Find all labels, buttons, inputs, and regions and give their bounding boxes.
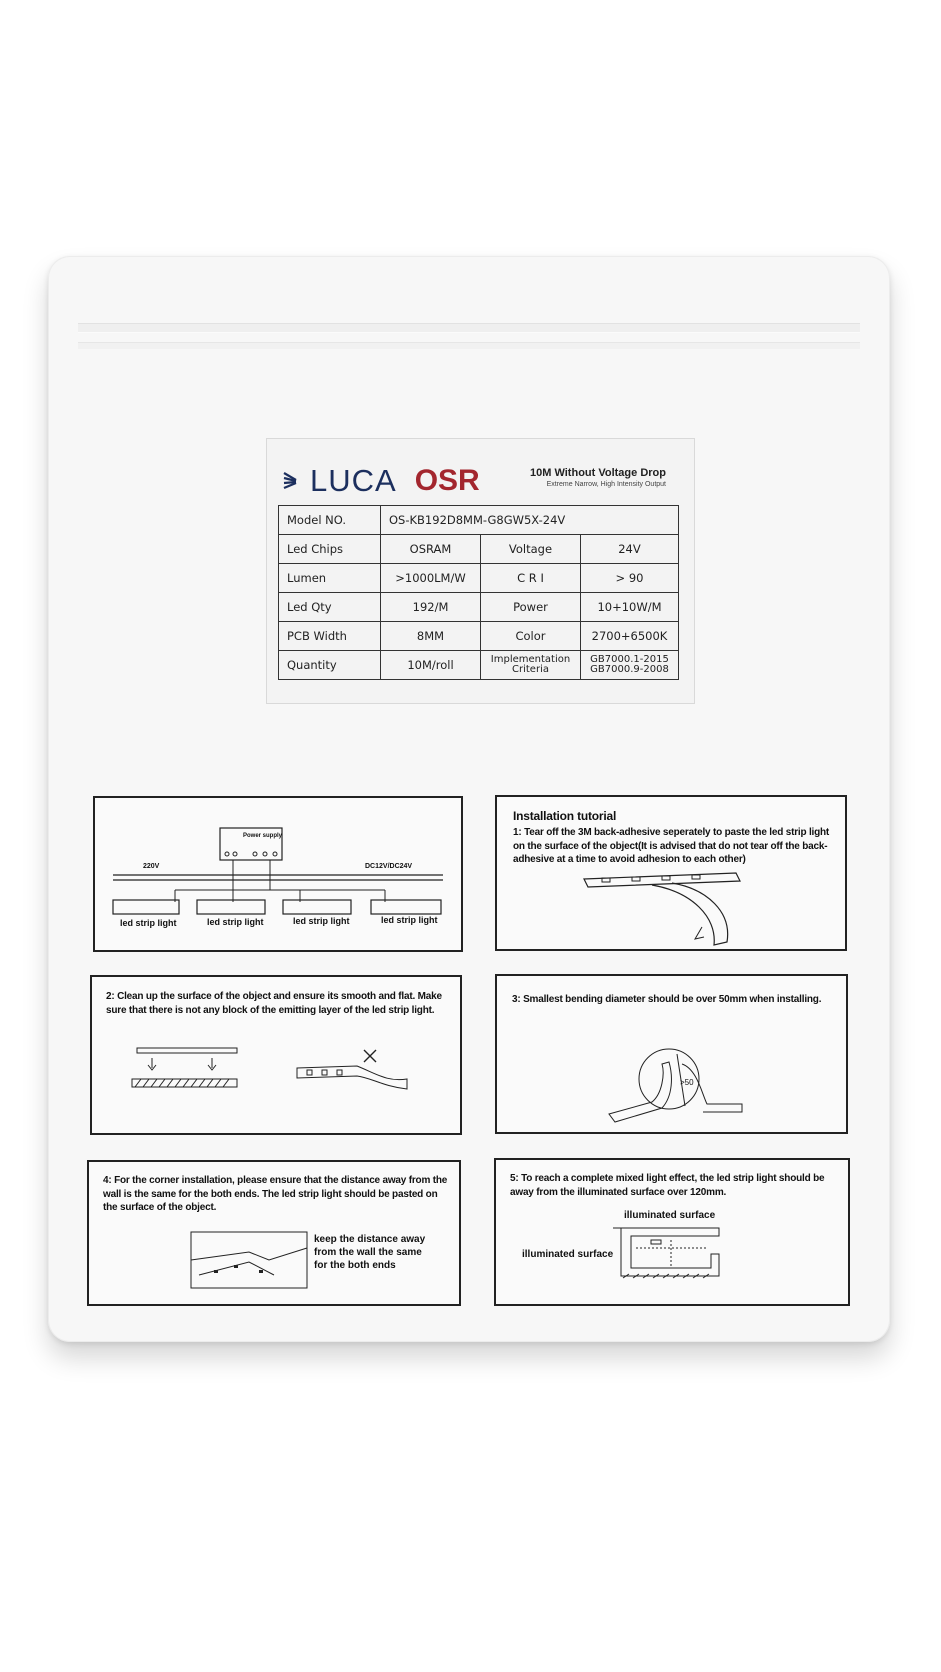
corner-installation-diagram (189, 1230, 309, 1290)
illuminated-surface-left-label: illuminated surface (522, 1249, 614, 1260)
spec-value: OSRAM (381, 535, 481, 564)
strip-label: led strip light (381, 915, 438, 925)
spec-value: >1000LM/W (381, 564, 481, 593)
product-label (266, 438, 695, 704)
spec-key: Power (481, 593, 581, 622)
spec-value: 192/M (381, 593, 481, 622)
spec-value: OS-KB192D8MM-G8GW5X-24V (381, 506, 679, 535)
corner-note-1: keep the distance away (314, 1234, 426, 1245)
tutorial-step1-panel (495, 795, 847, 951)
standard-1: GB7000.1-2015 (590, 653, 669, 665)
tutorial-step3-panel (495, 974, 848, 1134)
spec-key: C R I (481, 564, 581, 593)
power-supply-label: Power supply (243, 833, 283, 839)
criteria-line-1: Implementation (490, 653, 571, 665)
spec-key: Led Qty (279, 593, 381, 622)
spec-value: 10+10W/M (581, 593, 679, 622)
spec-value: > 90 (581, 564, 679, 593)
table-row (279, 593, 679, 622)
spec-key: Led Chips (279, 535, 381, 564)
headline-main: 10M Without Voltage Drop (530, 467, 666, 479)
spec-key: Lumen (279, 564, 381, 593)
strip-label: led strip light (207, 917, 264, 927)
tutorial-title: Installation tutorial (513, 809, 617, 823)
spec-key: Color (481, 622, 581, 651)
adhesive-peel-diagram (582, 867, 782, 947)
spec-value-criteria (581, 651, 679, 680)
spec-value: 24V (581, 535, 679, 564)
step5-text: 5: To reach a complete mixed light effect, the led strip light should be away from the illuminated surface over 120mm. (510, 1173, 825, 1198)
bend-dimension-label: >50 (680, 1078, 694, 1087)
table-row (279, 535, 679, 564)
strip-label: led strip light (293, 916, 350, 926)
spec-key: PCB Width (279, 622, 381, 651)
output-voltage-label: DC12V/DC24V (365, 863, 413, 870)
table-row (279, 622, 679, 651)
table-row (279, 506, 679, 535)
tutorial-step2-panel (90, 975, 462, 1135)
corner-note-2: from the wall the same (314, 1247, 422, 1258)
step1-text: 1: Tear off the 3M back-adhesive seperately to paste the led strip light on the surface of the object(It is advised that do not tear off the back-adhesive at a time to avoid adhesion to each other) (513, 827, 830, 865)
brand-logo (282, 465, 480, 496)
wiring-diagram-panel (93, 796, 463, 952)
spec-key-criteria (481, 651, 581, 680)
surface-cleaning-diagram (117, 1044, 447, 1114)
luca-logo-icon (282, 469, 306, 493)
zip-seal-lower (78, 342, 860, 349)
spec-key: Model NO. (279, 506, 381, 535)
spec-value: 8MM (381, 622, 481, 651)
zip-seal (78, 323, 860, 333)
spec-value: 2700+6500K (581, 622, 679, 651)
step2-text: 2: Clean up the surface of the object and ensure its smooth and flat. Make sure that there is not any block of the emitting layer of the led strip light. (106, 991, 442, 1016)
strip-label: led strip light (120, 918, 177, 928)
spec-key: Quantity (279, 651, 381, 680)
spec-table (278, 505, 679, 680)
brand-name: LUCA (310, 463, 397, 498)
step3-text: 3: Smallest bending diameter should be over 50mm when installing. (512, 994, 822, 1005)
tutorial-step4-panel (87, 1160, 461, 1306)
standard-2: GB7000.9-2008 (590, 664, 669, 675)
step4-text: 4: For the corner installation, please ensure that the distance away from the wall is the same for the both ends. The led strip light should be pasted on the surface of the object. (103, 1175, 448, 1213)
sub-brand-name: OSR (414, 463, 480, 497)
criteria-line-2: Criteria (512, 664, 549, 675)
table-row (279, 564, 679, 593)
label-headline (530, 467, 666, 488)
spec-value: 10M/roll (381, 651, 481, 680)
illuminated-surface-top-label: illuminated surface (624, 1210, 716, 1221)
table-row (279, 651, 679, 680)
light-distance-diagram (611, 1226, 721, 1286)
spec-key: Voltage (481, 535, 581, 564)
input-voltage-label: 220V (143, 863, 160, 870)
tutorial-step5-panel (494, 1158, 850, 1306)
corner-note-3: for the both ends (314, 1260, 396, 1271)
headline-tagline: Extreme Narrow, High Intensity Output (546, 481, 666, 488)
